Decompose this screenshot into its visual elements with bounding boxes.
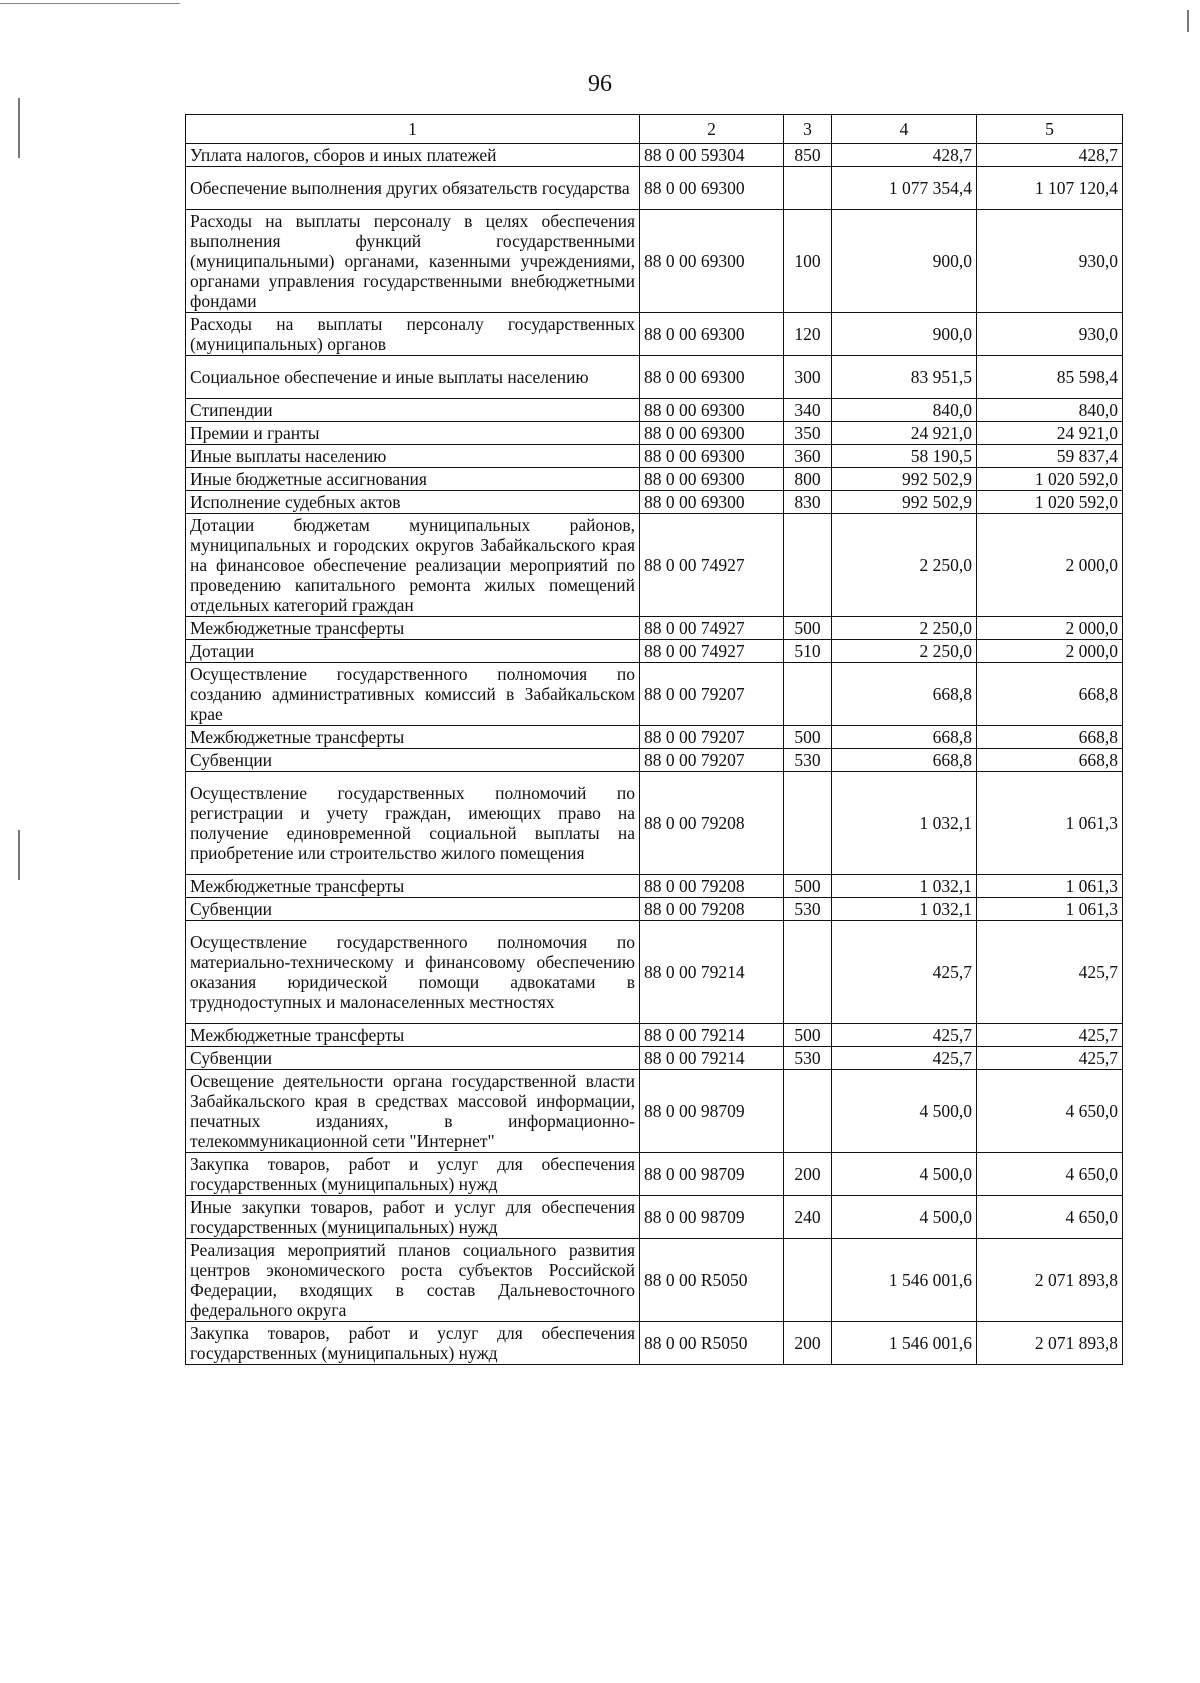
row-name: Иные выплаты населению: [186, 445, 640, 468]
row-expense-type: 500: [784, 875, 832, 898]
row-value-col5: 425,7: [977, 921, 1123, 1024]
row-code: 88 0 00 74927: [640, 617, 784, 640]
row-expense-type: 850: [784, 144, 832, 167]
table-row: [186, 921, 1123, 1024]
row-value-col4: 58 190,5: [832, 445, 977, 468]
row-code: 88 0 00 79208: [640, 772, 784, 875]
table-row: [186, 640, 1123, 663]
table-row: [186, 1239, 1123, 1322]
row-code: 88 0 00 74927: [640, 640, 784, 663]
row-value-col5: 2 071 893,8: [977, 1322, 1123, 1365]
row-value-col5: 4 650,0: [977, 1070, 1123, 1153]
table-row: [186, 663, 1123, 726]
row-name: Премии и гранты: [186, 422, 640, 445]
table-row: [186, 1196, 1123, 1239]
table-row: [186, 617, 1123, 640]
row-value-col5: 4 650,0: [977, 1196, 1123, 1239]
row-expense-type: [784, 921, 832, 1024]
row-code: 88 0 00 98709: [640, 1070, 784, 1153]
row-value-col5: 668,8: [977, 749, 1123, 772]
column-header: 1: [186, 115, 640, 144]
table-row: [186, 422, 1123, 445]
row-value-col4: 1 032,1: [832, 898, 977, 921]
row-value-col4: 1 077 354,4: [832, 167, 977, 210]
row-expense-type: [784, 514, 832, 617]
row-expense-type: [784, 1239, 832, 1322]
row-code: 88 0 00 69300: [640, 422, 784, 445]
column-header: 5: [977, 115, 1123, 144]
row-value-col5: 85 598,4: [977, 356, 1123, 399]
table-row: [186, 772, 1123, 875]
row-expense-type: [784, 1070, 832, 1153]
row-value-col5: 1 020 592,0: [977, 468, 1123, 491]
row-name: Социальное обеспечение и иные выплаты населению: [186, 356, 640, 399]
row-expense-type: [784, 772, 832, 875]
table-row: [186, 1322, 1123, 1365]
table-row: [186, 898, 1123, 921]
row-value-col5: 4 650,0: [977, 1153, 1123, 1196]
row-name: Осуществление государственных полномочий по регистрации и учету граждан, имеющих право на получение единовременной социальной выплаты на приобретение или строительство жилого помещения: [186, 772, 640, 875]
row-code: 88 0 00 69300: [640, 167, 784, 210]
row-code: 88 0 00 69300: [640, 445, 784, 468]
row-value-col4: 1 546 001,6: [832, 1239, 977, 1322]
row-value-col5: 1 020 592,0: [977, 491, 1123, 514]
row-value-col5: 930,0: [977, 313, 1123, 356]
row-value-col4: 668,8: [832, 726, 977, 749]
row-name: Дотации бюджетам муниципальных районов, муниципальных и городских округов Забайкальского края на финансовое обеспечение реализации мероприятий по проведению капитального ремонта жилых помещений отдельных категорий граждан: [186, 514, 640, 617]
row-expense-type: [784, 167, 832, 210]
row-value-col4: 1 032,1: [832, 772, 977, 875]
table-row: [186, 399, 1123, 422]
table-row: [186, 875, 1123, 898]
row-value-col5: 668,8: [977, 663, 1123, 726]
row-expense-type: 500: [784, 726, 832, 749]
table-row: [186, 468, 1123, 491]
row-expense-type: 240: [784, 1196, 832, 1239]
row-value-col5: 840,0: [977, 399, 1123, 422]
row-name: Осуществление государственного полномочия по созданию административных комиссий в Забайкальском крае: [186, 663, 640, 726]
table-row: [186, 313, 1123, 356]
row-value-col4: 2 250,0: [832, 514, 977, 617]
row-value-col4: 668,8: [832, 663, 977, 726]
row-value-col4: 1 032,1: [832, 875, 977, 898]
table-row: [186, 726, 1123, 749]
row-name: Обеспечение выполнения других обязательств государства: [186, 167, 640, 210]
row-value-col4: 4 500,0: [832, 1153, 977, 1196]
row-value-col4: 428,7: [832, 144, 977, 167]
row-expense-type: 530: [784, 1047, 832, 1070]
row-name: Дотации: [186, 640, 640, 663]
row-value-col4: 900,0: [832, 210, 977, 313]
row-code: 88 0 00 79208: [640, 875, 784, 898]
table-row: [186, 167, 1123, 210]
row-expense-type: 360: [784, 445, 832, 468]
row-value-col5: 59 837,4: [977, 445, 1123, 468]
row-value-col4: 83 951,5: [832, 356, 977, 399]
row-expense-type: 800: [784, 468, 832, 491]
row-code: 88 0 00 74927: [640, 514, 784, 617]
row-name: Иные закупки товаров, работ и услуг для обеспечения государственных (муниципальных) нужд: [186, 1196, 640, 1239]
scan-margin-mark: [18, 830, 20, 880]
row-expense-type: 300: [784, 356, 832, 399]
budget-table: [185, 114, 1123, 1365]
table-row: [186, 1047, 1123, 1070]
table-row: [186, 1070, 1123, 1153]
row-code: 88 0 00 79214: [640, 1024, 784, 1047]
scan-margin-mark: [18, 98, 20, 158]
row-value-col4: 900,0: [832, 313, 977, 356]
row-value-col4: 425,7: [832, 921, 977, 1024]
row-expense-type: 510: [784, 640, 832, 663]
row-code: 88 0 00 69300: [640, 313, 784, 356]
row-name: Межбюджетные трансферты: [186, 1024, 640, 1047]
row-name: Закупка товаров, работ и услуг для обеспечения государственных (муниципальных) нужд: [186, 1322, 640, 1365]
row-name: Исполнение судебных актов: [186, 491, 640, 514]
column-header: 4: [832, 115, 977, 144]
row-value-col5: 2 000,0: [977, 640, 1123, 663]
row-value-col4: 2 250,0: [832, 617, 977, 640]
row-code: 88 0 00 R5050: [640, 1239, 784, 1322]
table-row: [186, 210, 1123, 313]
row-name: Расходы на выплаты персоналу государственных (муниципальных) органов: [186, 313, 640, 356]
row-code: 88 0 00 79207: [640, 663, 784, 726]
row-code: 88 0 00 79214: [640, 1047, 784, 1070]
row-value-col4: 4 500,0: [832, 1070, 977, 1153]
row-expense-type: 120: [784, 313, 832, 356]
row-value-col4: 1 546 001,6: [832, 1322, 977, 1365]
scan-margin-mark: [1187, 10, 1189, 32]
row-expense-type: 530: [784, 749, 832, 772]
row-value-col5: 1 061,3: [977, 898, 1123, 921]
row-code: 88 0 00 R5050: [640, 1322, 784, 1365]
scan-edge-line: [0, 3, 180, 4]
row-value-col4: 668,8: [832, 749, 977, 772]
row-expense-type: 100: [784, 210, 832, 313]
row-name: Уплата налогов, сборов и иных платежей: [186, 144, 640, 167]
table-row: [186, 491, 1123, 514]
row-value-col5: 2 071 893,8: [977, 1239, 1123, 1322]
row-value-col5: 425,7: [977, 1047, 1123, 1070]
table-row: [186, 144, 1123, 167]
row-code: 88 0 00 69300: [640, 399, 784, 422]
row-name: Иные бюджетные ассигнования: [186, 468, 640, 491]
row-value-col4: 992 502,9: [832, 491, 977, 514]
column-header: 3: [784, 115, 832, 144]
column-header: 2: [640, 115, 784, 144]
row-value-col4: 4 500,0: [832, 1196, 977, 1239]
row-expense-type: 530: [784, 898, 832, 921]
row-code: 88 0 00 98709: [640, 1153, 784, 1196]
row-value-col5: 425,7: [977, 1024, 1123, 1047]
row-name: Межбюджетные трансферты: [186, 617, 640, 640]
row-expense-type: 340: [784, 399, 832, 422]
table-row: [186, 1024, 1123, 1047]
row-value-col4: 840,0: [832, 399, 977, 422]
row-value-col5: 2 000,0: [977, 514, 1123, 617]
row-value-col5: 1 061,3: [977, 875, 1123, 898]
row-code: 88 0 00 79214: [640, 921, 784, 1024]
row-expense-type: 200: [784, 1322, 832, 1365]
row-value-col5: 1 107 120,4: [977, 167, 1123, 210]
table-row: [186, 514, 1123, 617]
row-code: 88 0 00 79208: [640, 898, 784, 921]
row-expense-type: 200: [784, 1153, 832, 1196]
row-value-col4: 425,7: [832, 1047, 977, 1070]
row-value-col4: 24 921,0: [832, 422, 977, 445]
row-name: Реализация мероприятий планов социального развития центров экономического роста субъектов Российской Федерации, входящих в состав Дальневосточного федерального округа: [186, 1239, 640, 1322]
row-value-col5: 24 921,0: [977, 422, 1123, 445]
row-value-col5: 1 061,3: [977, 772, 1123, 875]
row-code: 88 0 00 79207: [640, 749, 784, 772]
row-name: Осуществление государственного полномочия по материально-техническому и финансовому обеспечению оказания юридической помощи адвокатами в труднодоступных и малонаселенных местностях: [186, 921, 640, 1024]
table-row: [186, 749, 1123, 772]
row-code: 88 0 00 69300: [640, 210, 784, 313]
table-row: [186, 1153, 1123, 1196]
row-value-col5: 668,8: [977, 726, 1123, 749]
row-name: Субвенции: [186, 1047, 640, 1070]
row-expense-type: 350: [784, 422, 832, 445]
row-value-col5: 2 000,0: [977, 617, 1123, 640]
row-value-col5: 428,7: [977, 144, 1123, 167]
table-header-row: [186, 115, 1123, 144]
row-expense-type: 500: [784, 1024, 832, 1047]
row-name: Расходы на выплаты персоналу в целях обеспечения выполнения функций государственными (муниципальными) органами, казенными учреждениями, органами управления государственными внебюджетными фондами: [186, 210, 640, 313]
row-expense-type: 500: [784, 617, 832, 640]
row-code: 88 0 00 59304: [640, 144, 784, 167]
row-value-col4: 992 502,9: [832, 468, 977, 491]
row-code: 88 0 00 79207: [640, 726, 784, 749]
row-code: 88 0 00 69300: [640, 356, 784, 399]
row-code: 88 0 00 69300: [640, 491, 784, 514]
row-name: Межбюджетные трансферты: [186, 875, 640, 898]
row-expense-type: [784, 663, 832, 726]
row-code: 88 0 00 98709: [640, 1196, 784, 1239]
row-name: Стипендии: [186, 399, 640, 422]
row-value-col4: 425,7: [832, 1024, 977, 1047]
table-row: [186, 445, 1123, 468]
row-name: Освещение деятельности органа государственной власти Забайкальского края в средствах массовой информации, печатных изданиях, в информационно-телекоммуникационной сети "Интернет": [186, 1070, 640, 1153]
row-name: Закупка товаров, работ и услуг для обеспечения государственных (муниципальных) нужд: [186, 1153, 640, 1196]
row-value-col5: 930,0: [977, 210, 1123, 313]
table-row: [186, 356, 1123, 399]
row-name: Субвенции: [186, 749, 640, 772]
row-expense-type: 830: [784, 491, 832, 514]
row-name: Межбюджетные трансферты: [186, 726, 640, 749]
row-name: Субвенции: [186, 898, 640, 921]
page-number: 96: [588, 71, 612, 97]
row-value-col4: 2 250,0: [832, 640, 977, 663]
row-code: 88 0 00 69300: [640, 468, 784, 491]
